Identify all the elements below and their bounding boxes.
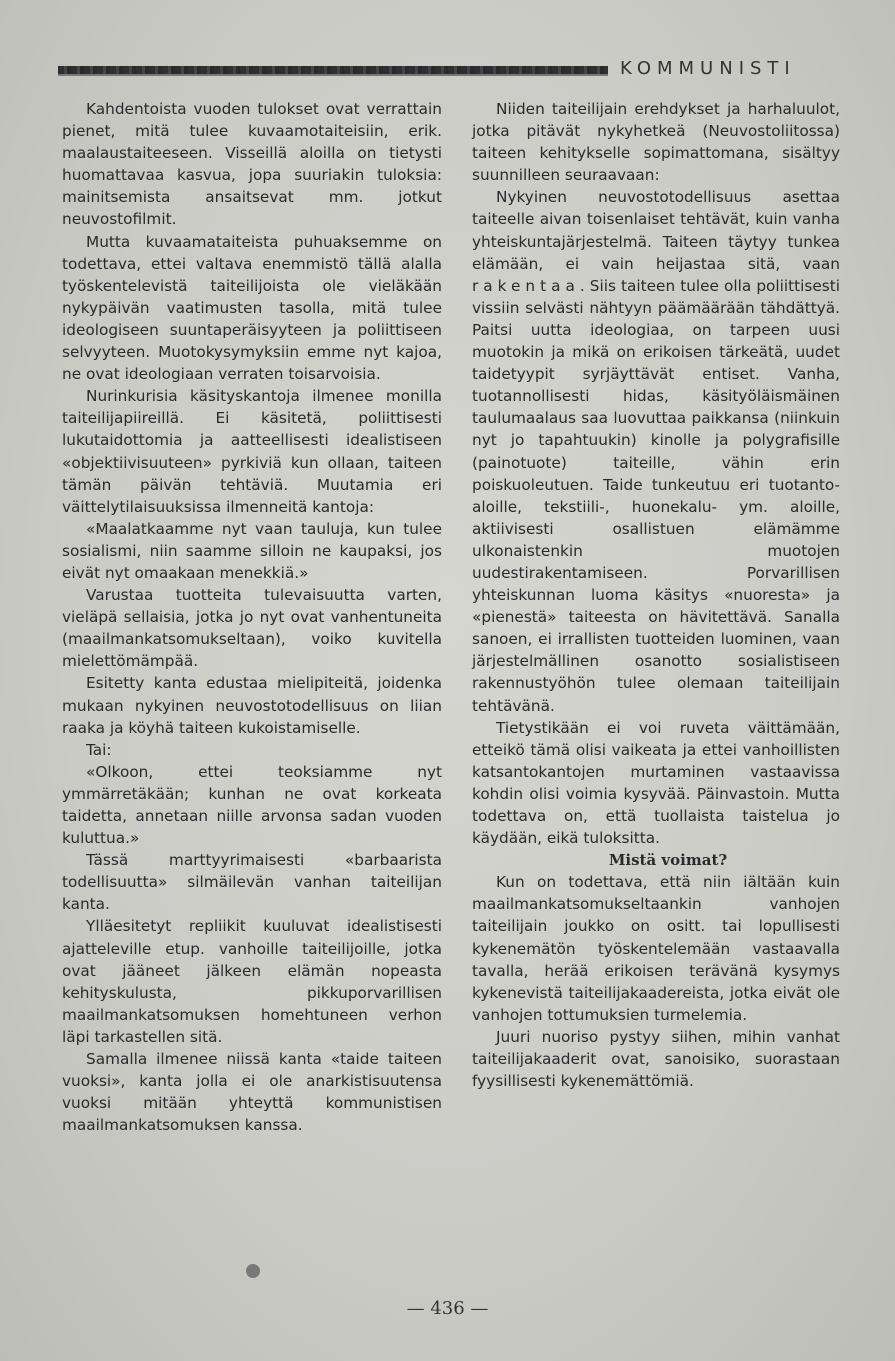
quote-paragraph: «Maalatkaamme nyt vaan tauluja, kun tulee sosialismi, niin saamme silloin ne kaupaksi, jos eivät nyt omaakaan menekkiä.»: [62, 519, 442, 582]
page-number: — 436 —: [406, 1298, 489, 1319]
paragraph: Mutta kuvaamataiteista puhuaksemme on todettava, ettei valtava enemmistö tällä alalla työskentelevistä taiteilijoista ole vieläkään nykypäivän vaatimusten tasolla, mitä tulee ideologiseen suuntaperäisyyteen ja poliittiseen selvyyteen. Muotokysymyksiin emme nyt kajoa, ne ovat ideologiaan verraten toisarvoisia.: [62, 232, 442, 384]
paragraph: Samalla ilmenee niissä kanta «taide taiteen vuoksi», kanta jolla ei ole anarkistisuutensa vuoksi mitään yhteyttä kommunistisen maailmankatsomuksen kanssa.: [62, 1050, 442, 1135]
ink-blot: [246, 1264, 260, 1278]
paragraph-text: . Siis taiteen tulee olla poliittisesti vissiin selvästi nähtyyn päämäärään tähdättyä. Paitsi uutta ideologiaa, on tarpeen uusi muotokin ja mikä on erikoisen tärkeätä, uudet taidetyypit syrjäyttävät entiset. Vanha, tuotannollisesti hidas, käsityöläismäinen taulumaalaus saa luovuttaa paikkansa (niinkuin nyt jo tapahtuukin) kinolle ja polygrafisille (painotuote) taiteille, vähin erin poiskuoleutuen. Taide tunkeutuu eri tuotanto-aloille, tekstiili-, huonekalu- ym. aloille, aktiivisesti osallistuen elämämme ulkonaistenkin muotojen uudestirakentamiseen. Porvarillisen yhteiskunnan luoma käsitys «nuoresta» ja «pienestä» taiteesta on hävitettävä. Sanalla sanoen, ei irrallisten tuotteiden luominen, vaan järjestelmällinen osanotto sosialistiseen rakennustyöhön tulee olemaan taiteilijain tehtävänä.: [472, 276, 840, 715]
paragraph: Esitetty kanta edustaa mielipiteitä, joidenka mukaan nykyinen neuvostotodellisuus on liian raaka ja köyhä taiteen kukoistamiselle.: [62, 674, 442, 737]
paragraph: Tietystikään ei voi ruveta väittämään, etteikö tämä olisi vaikeata ja ettei vanhoillisten katsantokantojen murtaminen vastaavissa kohdin olisi voimia kysyvää. Päinvastoin. Mutta todettava on, että tuollaista taistelua jo käydään, eikä tuloksitta.: [472, 718, 840, 848]
paragraph: Kun on todettava, että niin iältään kuin maailmankatsomukseltaankin vanhojen taiteilijain joukko on ositt. tai lopullisesti kykenemätön työskentelemään vastaavalla tavalla, herää erikoisen terävänä kysymys kykenevistä taiteilijakaadereista, jotka eivät ole vanhojen tottumuksien turmelemia.: [472, 873, 840, 1024]
paragraph: Juuri nuoriso pystyy siihen, mihin vanhat taiteilijakaaderit ovat, sanoisiko, suorastaan fyysillisesti kykenemättömiä.: [472, 1027, 840, 1091]
header-rule-shadow: [58, 74, 608, 76]
paragraph: Tässä marttyyrimaisesti «barbaarista todellisuutta» silmäilevän vanhan taiteilijan kanta.: [62, 851, 442, 914]
paragraph: Varustaa tuotteita tulevaisuutta varten, vieläpä sellaisia, jotka jo nyt ovat vanhentuneita (maailmankatsomukseltaan), voiko kuvitella mielettömämpää.: [62, 586, 442, 671]
section-heading: Mistä voimat?: [608, 851, 728, 870]
paragraph: Nurinkurisia käsityskantoja ilmenee monilla taiteilijapiireillä. Ei käsitetä, poliittisesti lukutaidottomia ja aatteellisesti idealistiseen «objektiivisuuteen» pyrkiviä kun ollaan, taiteen tämän päivän tehtäviä. Muutamia eri väittelytilaisuuksissa ilmenneitä kantoja:: [62, 387, 442, 516]
paragraph-text: Nykyinen neuvostotodellisuus asettaa taiteelle aivan toisenlaiset tehtävät, kuin vanha yhteiskuntajärjestelmä. Taiteen täytyy tunkea elämään, ei vain heijastaa sitä, vaan: [472, 188, 840, 273]
paragraph: Tai:: [86, 740, 112, 759]
header-rule: [58, 66, 608, 74]
right-column: [472, 98, 840, 1092]
paragraph: [472, 186, 840, 716]
quote-paragraph: «Olkoon, ettei teoksiamme nyt ymmärretäkään; kunhan ne ovat korkeata taidetta, annetaan niille arvonsa sadan vuoden kuluttua.»: [62, 762, 442, 848]
paragraph: Niiden taiteilijain erehdykset ja harhaluulot, jotka pitävät nykyhetkeä (Neuvostoliitossa) taiteen kehitykselle sopimattomana, sisältyy suunnilleen seuraavaan:: [472, 100, 840, 185]
left-column: [62, 98, 442, 1136]
running-head: KOMMUNISTI: [620, 58, 796, 79]
paragraph: Ylläesitetyt repliikit kuuluvat idealistisesti ajatteleville etup. vanhoille taiteilijoille, jotka ovat jääneet jälkeen elämän nopeasta kehityskulusta, pikkuporvarillisen maailmankatsomuksen homehtuneen verhon läpi tarkastellen sitä.: [62, 917, 442, 1046]
paragraph: Kahdentoista vuoden tulokset ovat verrattain pienet, mitä tulee kuvaamotaiteisiin, erik. maalaustaiteeseen. Visseillä aloilla on tietysti huomattavaa kasvua, jopa suuriakin tuloksia: mainitsemista ansaitsevat mm. jotkut neuvostofilmit.: [62, 100, 442, 229]
spaced-emphasis: rakentaa: [472, 276, 580, 295]
